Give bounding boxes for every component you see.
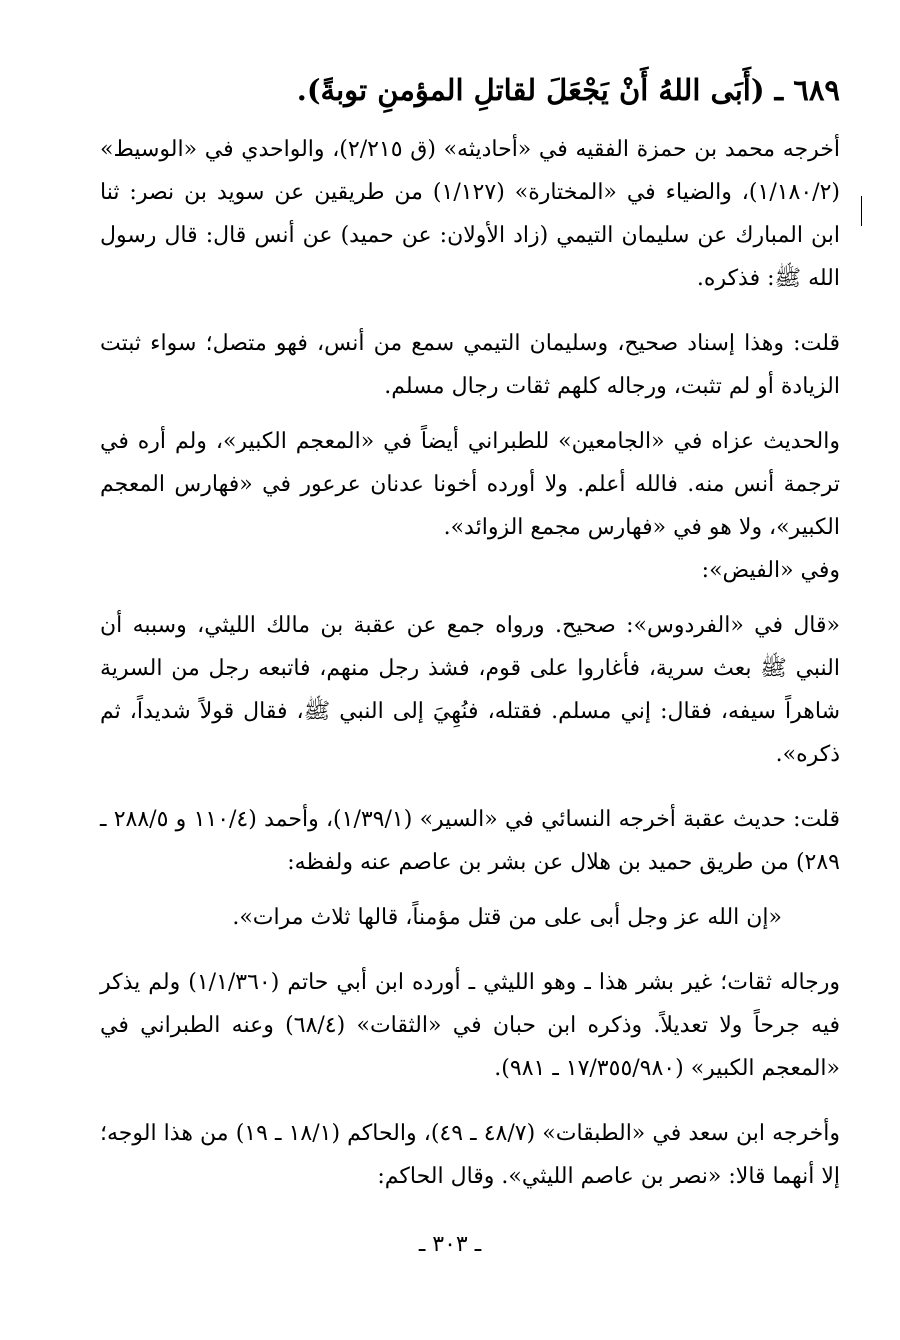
paragraph-uqba-hadith: قلت: حديث عقبة أخرجه النسائي في «السير» (١/٣٩/١)، وأحمد (١١٠/٤ و ٢٨٨/٥ ـ ٢٨٩) من طريق حميد بن هلال عن بشر بن عاصم عنه ولفظه: [100,806,840,875]
paragraph-narrators: ورجاله ثقات؛ غير بشر هذا ـ وهو الليثي ـ أورده ابن أبي حاتم (١/١/٣٦٠) ولم يذكر فيه جرحاً ولا تعديلاً. وذكره ابن حبان في «الثقات» (٦٨/٤) وعنه الطبراني في «المعجم الكبير» (١٧/٣٥٥/٩٨٠ ـ ٩٨١). [100,969,841,1081]
paragraph-faid-intro: وفي «الفيض»: [701,557,840,583]
paragraph-faid-quote: «قال في «الفردوس»: صحيح. ورواه جمع عن عقبة بن مالك الليثي، وسببه أن النبي ﷺ بعث سرية، فأغاروا على قوم، فشذ رجل منهم، فاتبعه رجل من السرية شاهراً سيفه، فقال: إني مسلم. فقتله، فنُهِيَ إلى النبي ﷺ، فقال قولاً شديداً، ثم ذكره». [100,612,840,767]
paragraph-isnad-ruling: قلت: وهذا إسناد صحيح، وسليمان التيمي سمع من أنس، فهو متصل؛ سواء ثبتت الزيادة أو لم تثبت، ورجاله كلهم ثقات رجال مسلم. [100,330,840,399]
margin-line [861,196,862,226]
book-page [100,72,840,1198]
hadith-title: ٦٨٩ ـ (أَبَى اللهُ أَنْ يَجْعَلَ لقاتلِ المؤمنِ توبةً). [296,73,840,107]
paragraph-attribution: والحديث عزاه في «الجامعين» للطبراني أيضاً في «المعجم الكبير»، ولم أره في ترجمة أنس منه. فالله أعلم. ولا أورده أخونا عدنان عرعور في «فهارس المعجم الكبير»، ولا هو في «فهارس مجمع الزوائد». [100,428,840,540]
paragraph-takhrij: أخرجه محمد بن حمزة الفقيه في «أحاديثه» (ق ٢/٢١٥)، والواحدي في «الوسيط» (١/١٨٠/٢)، والضياء في «المختارة» (١/١٢٧) من طريقين عن سويد بن نصر: ثنا ابن المبارك عن سليمان التيمي (زاد الأولان: عن حميد) عن أنس قال: قال رسول الله ﷺ: فذكره. [100,136,840,291]
page-number: ـ ٣٠٣ ـ [418,1232,482,1257]
paragraph-hadith-wording: «إن الله عز وجل أبى على من قتل مؤمناً، قالها ثلاث مرات». [232,904,782,930]
paragraph-ibn-saad: وأخرجه ابن سعد في «الطبقات» (٤٨/٧ ـ ٤٩)، والحاكم (١٨/١ ـ ١٩) من هذا الوجه؛ إلا أنهما قالا: «نصر بن عاصم الليثي». وقال الحاكم: [100,1120,841,1189]
